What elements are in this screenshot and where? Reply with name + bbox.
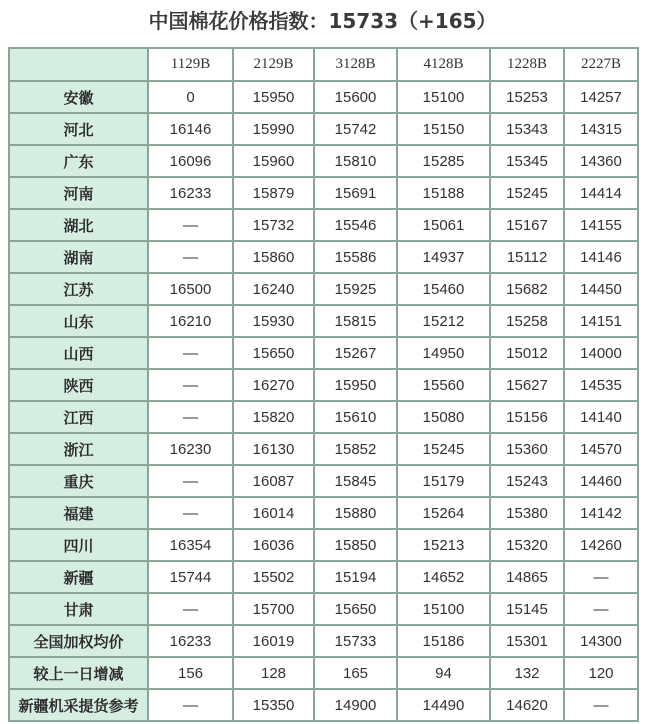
price-cell: 16014 bbox=[233, 497, 314, 529]
header-row bbox=[9, 48, 638, 81]
price-cell: 14450 bbox=[564, 273, 638, 305]
price-cell: 14570 bbox=[564, 433, 638, 465]
price-cell: 16233 bbox=[148, 625, 233, 657]
price-cell: 14414 bbox=[564, 177, 638, 209]
price-cell: 15167 bbox=[490, 209, 564, 241]
price-cell: 15179 bbox=[397, 465, 490, 497]
row-label: 江苏 bbox=[9, 273, 148, 305]
price-cell: — bbox=[148, 209, 233, 241]
price-cell: 15810 bbox=[314, 145, 397, 177]
price-cell: 16087 bbox=[233, 465, 314, 497]
column-header: 1129B bbox=[148, 48, 233, 81]
table-row bbox=[9, 113, 638, 145]
price-cell: 15145 bbox=[490, 593, 564, 625]
price-cell: 15360 bbox=[490, 433, 564, 465]
price-cell: 15733 bbox=[314, 625, 397, 657]
table-row bbox=[9, 401, 638, 433]
price-cell: 15194 bbox=[314, 561, 397, 593]
table-row bbox=[9, 561, 638, 593]
row-label: 河南 bbox=[9, 177, 148, 209]
price-cell: 14460 bbox=[564, 465, 638, 497]
price-cell: 128 bbox=[233, 657, 314, 689]
price-cell: 15880 bbox=[314, 497, 397, 529]
price-cell: 15879 bbox=[233, 177, 314, 209]
row-label: 河北 bbox=[9, 113, 148, 145]
price-cell: 16036 bbox=[233, 529, 314, 561]
price-cell: 15990 bbox=[233, 113, 314, 145]
price-cell: 14620 bbox=[490, 689, 564, 721]
price-cell: 14652 bbox=[397, 561, 490, 593]
price-cell: — bbox=[564, 561, 638, 593]
price-cell: — bbox=[148, 497, 233, 529]
price-cell: — bbox=[148, 593, 233, 625]
price-cell: 14865 bbox=[490, 561, 564, 593]
price-cell: 14300 bbox=[564, 625, 638, 657]
row-label: 湖北 bbox=[9, 209, 148, 241]
price-cell: — bbox=[148, 465, 233, 497]
price-cell: 15186 bbox=[397, 625, 490, 657]
price-cell: 15650 bbox=[233, 337, 314, 369]
row-label: 湖南 bbox=[9, 241, 148, 273]
price-cell: 15100 bbox=[397, 593, 490, 625]
price-cell: 15061 bbox=[397, 209, 490, 241]
price-cell: 16500 bbox=[148, 273, 233, 305]
price-cell: 15301 bbox=[490, 625, 564, 657]
table-row bbox=[9, 433, 638, 465]
price-cell: 132 bbox=[490, 657, 564, 689]
table-row bbox=[9, 337, 638, 369]
price-cell: 14000 bbox=[564, 337, 638, 369]
table-row bbox=[9, 657, 638, 689]
price-cell: 16230 bbox=[148, 433, 233, 465]
row-label: 四川 bbox=[9, 529, 148, 561]
price-cell: 15691 bbox=[314, 177, 397, 209]
price-cell: 15650 bbox=[314, 593, 397, 625]
table-row bbox=[9, 177, 638, 209]
price-cell: 15930 bbox=[233, 305, 314, 337]
price-cell: 14260 bbox=[564, 529, 638, 561]
price-cell: 15960 bbox=[233, 145, 314, 177]
price-cell: 15732 bbox=[233, 209, 314, 241]
table-row bbox=[9, 625, 638, 657]
price-cell: 15343 bbox=[490, 113, 564, 145]
price-cell: 15950 bbox=[314, 369, 397, 401]
price-cell: 15852 bbox=[314, 433, 397, 465]
price-cell: 15188 bbox=[397, 177, 490, 209]
price-cell: — bbox=[148, 337, 233, 369]
price-cell: 15546 bbox=[314, 209, 397, 241]
price-cell: 14140 bbox=[564, 401, 638, 433]
price-cell: 15253 bbox=[490, 81, 564, 113]
price-cell: — bbox=[148, 401, 233, 433]
price-cell: 120 bbox=[564, 657, 638, 689]
price-cell: 14360 bbox=[564, 145, 638, 177]
row-label: 山东 bbox=[9, 305, 148, 337]
chart-title: 中国棉花价格指数：15733（+165） bbox=[148, 9, 497, 33]
price-cell: — bbox=[148, 241, 233, 273]
table-row bbox=[9, 465, 638, 497]
price-cell: 15815 bbox=[314, 305, 397, 337]
table-row bbox=[9, 305, 638, 337]
price-cell: 14257 bbox=[564, 81, 638, 113]
price-cell: — bbox=[148, 369, 233, 401]
price-cell: 15012 bbox=[490, 337, 564, 369]
price-cell: 15320 bbox=[490, 529, 564, 561]
row-label: 全国加权均价 bbox=[9, 625, 148, 657]
price-cell: 15150 bbox=[397, 113, 490, 145]
price-cell: 14142 bbox=[564, 497, 638, 529]
price-cell: 15950 bbox=[233, 81, 314, 113]
row-label: 浙江 bbox=[9, 433, 148, 465]
price-cell: 15245 bbox=[490, 177, 564, 209]
price-cell: 15860 bbox=[233, 241, 314, 273]
price-cell: 15380 bbox=[490, 497, 564, 529]
price-cell: 15627 bbox=[490, 369, 564, 401]
price-cell: 165 bbox=[314, 657, 397, 689]
price-cell: 0 bbox=[148, 81, 233, 113]
price-cell: 15245 bbox=[397, 433, 490, 465]
table-row bbox=[9, 689, 638, 721]
price-cell: 15080 bbox=[397, 401, 490, 433]
price-cell: 15744 bbox=[148, 561, 233, 593]
row-label: 新疆 bbox=[9, 561, 148, 593]
price-cell: 15460 bbox=[397, 273, 490, 305]
price-cell: 15850 bbox=[314, 529, 397, 561]
row-label: 福建 bbox=[9, 497, 148, 529]
price-cell: 15560 bbox=[397, 369, 490, 401]
column-header: 2129B bbox=[233, 48, 314, 81]
table-row bbox=[9, 369, 638, 401]
table-row bbox=[9, 145, 638, 177]
price-cell: 15243 bbox=[490, 465, 564, 497]
price-cell: 15600 bbox=[314, 81, 397, 113]
row-label: 重庆 bbox=[9, 465, 148, 497]
price-cell: 15742 bbox=[314, 113, 397, 145]
table-row bbox=[9, 81, 638, 113]
price-cell: 16146 bbox=[148, 113, 233, 145]
row-label: 新疆机采提货参考 bbox=[9, 689, 148, 721]
price-cell: 15213 bbox=[397, 529, 490, 561]
price-cell: 15264 bbox=[397, 497, 490, 529]
row-label: 江西 bbox=[9, 401, 148, 433]
row-label: 广东 bbox=[9, 145, 148, 177]
price-cell: 15845 bbox=[314, 465, 397, 497]
price-cell: 14315 bbox=[564, 113, 638, 145]
price-cell: 14146 bbox=[564, 241, 638, 273]
price-cell: 16019 bbox=[233, 625, 314, 657]
price-cell: 14151 bbox=[564, 305, 638, 337]
price-cell: 15156 bbox=[490, 401, 564, 433]
price-cell: 16233 bbox=[148, 177, 233, 209]
price-cell: 16210 bbox=[148, 305, 233, 337]
row-label: 安徽 bbox=[9, 81, 148, 113]
table-row bbox=[9, 273, 638, 305]
row-label: 陕西 bbox=[9, 369, 148, 401]
price-cell: 15345 bbox=[490, 145, 564, 177]
price-cell: 15700 bbox=[233, 593, 314, 625]
column-header: 4128B bbox=[397, 48, 490, 81]
price-cell: 15100 bbox=[397, 81, 490, 113]
price-cell: — bbox=[148, 689, 233, 721]
price-cell: 14535 bbox=[564, 369, 638, 401]
price-cell: 14950 bbox=[397, 337, 490, 369]
price-cell: 16354 bbox=[148, 529, 233, 561]
price-cell: — bbox=[564, 593, 638, 625]
price-cell: 15682 bbox=[490, 273, 564, 305]
price-cell: 15285 bbox=[397, 145, 490, 177]
price-cell: 15610 bbox=[314, 401, 397, 433]
price-cell: 15350 bbox=[233, 689, 314, 721]
row-label: 山西 bbox=[9, 337, 148, 369]
price-cell: 15112 bbox=[490, 241, 564, 273]
price-cell: 14490 bbox=[397, 689, 490, 721]
price-table bbox=[8, 47, 639, 722]
price-cell: 16096 bbox=[148, 145, 233, 177]
price-cell: 16130 bbox=[233, 433, 314, 465]
table-row bbox=[9, 593, 638, 625]
price-cell: 15820 bbox=[233, 401, 314, 433]
price-cell: 16270 bbox=[233, 369, 314, 401]
price-cell: 15586 bbox=[314, 241, 397, 273]
price-cell: 15502 bbox=[233, 561, 314, 593]
column-header: 1228B bbox=[490, 48, 564, 81]
price-cell: 14937 bbox=[397, 241, 490, 273]
price-cell: 16240 bbox=[233, 273, 314, 305]
table-row bbox=[9, 241, 638, 273]
table-row bbox=[9, 497, 638, 529]
price-cell: 14900 bbox=[314, 689, 397, 721]
price-cell: 14155 bbox=[564, 209, 638, 241]
table-row bbox=[9, 209, 638, 241]
corner-cell bbox=[9, 48, 148, 81]
column-header: 3128B bbox=[314, 48, 397, 81]
price-cell: 15212 bbox=[397, 305, 490, 337]
price-cell: 15267 bbox=[314, 337, 397, 369]
column-header: 2227B bbox=[564, 48, 638, 81]
row-label: 较上一日增减 bbox=[9, 657, 148, 689]
price-cell: 15258 bbox=[490, 305, 564, 337]
price-cell: 15925 bbox=[314, 273, 397, 305]
price-cell: 156 bbox=[148, 657, 233, 689]
table-row bbox=[9, 529, 638, 561]
price-cell: — bbox=[564, 689, 638, 721]
row-label: 甘肃 bbox=[9, 593, 148, 625]
price-cell: 94 bbox=[397, 657, 490, 689]
